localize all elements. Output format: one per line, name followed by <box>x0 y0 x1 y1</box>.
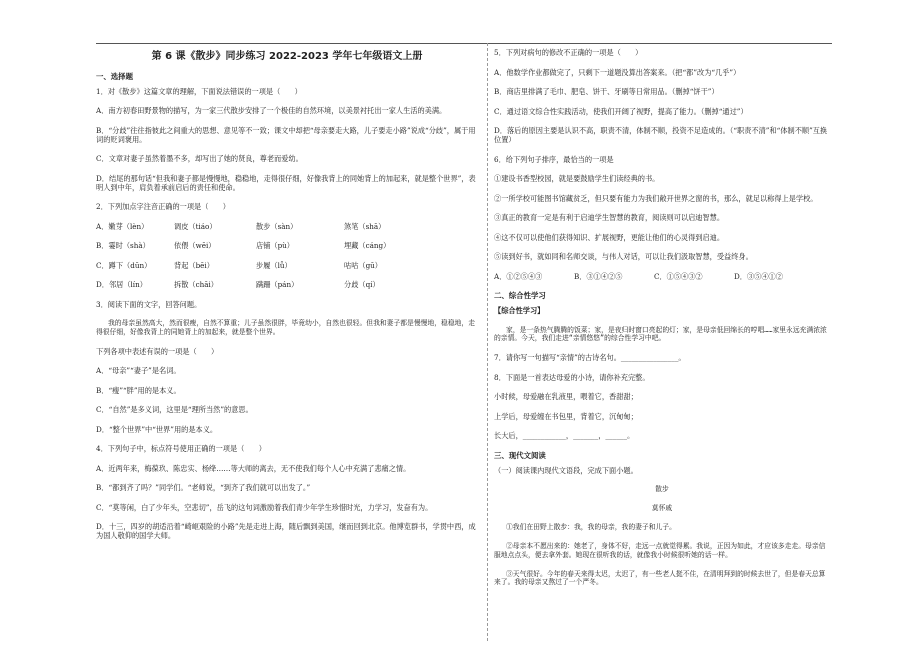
q2-b-4: 埋藏（cáng） <box>344 241 391 251</box>
q2-b-2: 依偎（wēi） <box>174 241 216 251</box>
reading-intro: （一）阅读课内现代文语段，完成下面小题。 <box>494 465 638 475</box>
q6-sentence-1: ①建设书香型校园，就是要鼓励学生们读经典的书。 <box>494 174 660 183</box>
essay-para-1: ①我们在田野上散步：我，我的母亲，我的妻子和儿子。 <box>506 523 676 532</box>
q3-option-c: C．“自然”是多义词，这里是“理所当然”的意思。 <box>96 405 253 415</box>
essay-author: 莫怀戚 <box>651 504 673 513</box>
q2-a-3: 散步（sàn） <box>256 221 298 231</box>
q6-sentence-5: ⑤读到好书，就如同和名师交谈，与伟人对话，可以让我们汲取智慧，受益终身。 <box>494 252 753 261</box>
q2-a-2: 调皮（tiáo） <box>174 221 217 231</box>
q3-option-b: B．“瘦”“胖”用的是本义。 <box>96 385 181 395</box>
q7-stem: 7．请你写一句描写“亲情”的古诗名句。________________。 <box>494 353 686 363</box>
q6-sentence-3: ③真正的教育一定是有利于启迪学生智慧的教育，阅读则可以启迪智慧。 <box>494 213 725 222</box>
q6-option-b: B．③①④②⑤ <box>574 271 623 281</box>
q5-option-b: B．商店里排满了毛巾、肥皂、饼干、牙刷等日常用品。（删掉“饼干”） <box>494 87 719 96</box>
section-reading: 三、现代文阅读 <box>494 450 546 460</box>
essay-para-2: ②母亲本不愿出来的：她老了，身体不好，走远一点就觉得累。我说，正因为如此，才应该多走走。母亲信服地点点头，便去拿外套。她现在很听我的话，就像我小时候很听她的话一样。 <box>494 542 826 559</box>
top-rule <box>96 43 832 44</box>
q5-option-d: D．落后的原因主要是认识不高，职责不清，体制不顺，投资不足造成的。（“职责不清”和“体制不顺”互换位置） <box>494 126 828 144</box>
q2-row-a <box>96 222 478 231</box>
q6-option-c: C．①⑤④③② <box>654 271 703 281</box>
right-column <box>494 48 830 597</box>
q6-option-d: D．③⑤④①② <box>734 271 783 281</box>
q5-stem: 5．下列对病句的修改不正确的一项是（ ） <box>494 48 643 57</box>
poem-line-3: 长大后，____________，_______，______。 <box>494 431 635 441</box>
q2-b-1: B．霎时（shà） <box>96 241 150 251</box>
q2-d-3: 蹒跚（pán） <box>256 280 299 290</box>
page-title: 第 6 课《散步》同步练习 2022-2023 学年七年级语文上册 <box>151 51 423 62</box>
comp-passage: 家，是一条热气腾腾的饭菜；家，是夜归时窗口亮起的灯；家，是母亲低回绵长的哼唱……家里永远充满浓浓的亲情。今天，我们走进“亲情悠悠”的综合性学习中吧。 <box>494 325 827 343</box>
q4-option-c: C．“莫等闲，白了少年头，空悲切”，岳飞的这句词激励着我们青少年学生珍惜时光，力学习，发奋有为。 <box>96 502 433 512</box>
column-divider <box>487 43 488 641</box>
q2-row-c <box>96 261 478 270</box>
q2-d-2: 拆散（chāi） <box>174 280 218 290</box>
q2-row-d <box>96 280 478 289</box>
q1-option-a: A．南方初春田野景物的描写，为一家三代散步安排了一个极佳的自然环境，以美景衬托出一家人生活的美满。 <box>96 106 447 116</box>
q1-option-b: B．“分歧”往往指彼此之间重大的思想、意见等不一致；课文中却把“母亲要走大路，儿子要走小路”说成“分歧”，属于用词的贬词褒用。 <box>96 125 476 144</box>
q2-d-1: D．邻居（lín） <box>96 280 147 290</box>
q5-option-a: A．他数学作业都做完了，只剩下一道题没算出答案来。（把“都”改为“几乎”） <box>494 67 741 77</box>
q2-b-3: 店铺（pù） <box>256 241 294 251</box>
q2-d-4: 分歧（qí） <box>344 280 380 290</box>
section-comprehensive: 二、综合性学习 <box>494 291 546 300</box>
q3-option-d: D．“整个世界”中“世界”用的是本义。 <box>96 424 218 434</box>
q4-option-b: B．“都到齐了吗？”同学们。“老师说，“到齐了我们就可以出发了。” <box>96 483 311 493</box>
essay-para-3: ③天气很好。今年的春天来得太迟，太迟了，有一些老人挺不住，在清明拜到的时候去世了，但是春天总算来了。我的母亲又熬过了一个严冬。 <box>494 569 826 587</box>
comp-heading: 【综合性学习】 <box>494 306 545 316</box>
q3-passage: 我的母亲虽然高大，然而很瘦，自然不算重；儿子虽然很胖，毕竟幼小，自然也很轻。但我和妻子都是慢慢地，稳稳地，走得很仔细，好像我背上的同她背上的加起来，就是整个世界。 <box>96 319 476 336</box>
q3-ask: 下列各项中表述有误的一项是（ ） <box>96 346 219 356</box>
q6-sentence-2: ②一所学校可能图书馆藏贫乏，但只要有能力为我们敞开世界之窗的书，那么，就足以称得上是学校。 <box>494 193 818 203</box>
q5-option-c: C．通过语文综合性实践活动，使我们开阔了视野，提高了能力。（删掉“通过”） <box>494 106 748 116</box>
q3-stem: 3．阅读下面的文字，回答问题。 <box>96 299 202 309</box>
poem-line-2: 上学后，母爱缠在书包里，背着它，沉甸甸； <box>494 411 638 421</box>
q2-a-1: A．嫩芽（lèn） <box>96 221 149 231</box>
q2-c-3: 步履（lǚ） <box>256 260 292 270</box>
q2-c-4: 咕咕（gū） <box>344 260 382 270</box>
q2-stem: 2．下列加点字注音正确的一项是（ ） <box>96 202 230 212</box>
q4-stem: 4．下列句子中，标点符号使用正确的一项是（ ） <box>96 444 266 454</box>
q2-c-1: C．蹲下（dūn） <box>96 260 152 270</box>
q4-option-d: D．十三，四岁的胡适沿着“崎岖艰险的小路”先是走进上海，随后飘到美国，继而回到北京。他博览群书，学贯中西，成为国人敬仰的国学大师。 <box>96 522 476 541</box>
q1-option-d: D．结尾的那句话“但我和妻子都是慢慢地，稳稳地，走得很仔细，好像我背上的同她背上的加起来，就是整个世界”，表明人到中年，肩负着承前启后的责任和使命。 <box>96 173 476 192</box>
q1-stem: 1．对《散步》这篇文章的理解，下面说法错误的一项是（ ） <box>96 86 302 96</box>
q2-a-4: 煞笔（shā） <box>344 221 386 231</box>
q8-stem: 8．下面是一首表达母爱的小诗，请你补充完整。 <box>494 372 650 382</box>
poem-line-1: 小时候，母爱融在乳液里，喂着它，香甜甜； <box>494 392 638 402</box>
q6-option-a: A．①②⑤④③ <box>494 271 543 281</box>
q3-option-a: A．“母亲”“妻子”是名词。 <box>96 366 181 376</box>
q2-c-2: 背起（bēi） <box>174 260 214 270</box>
q1-option-c: C．文章对妻子虽然着墨不多，却写出了她的贤良，尊老而爱幼。 <box>96 154 303 164</box>
q6-options <box>494 272 830 281</box>
q2-row-b <box>96 241 478 250</box>
q4-option-a: A．近两年来，梅葆玖、陈忠实、杨绛……等大师的离去，无不使我们每个人心中充满了悲痛之情。 <box>96 463 411 473</box>
q6-sentence-4: ④这不仅可以使他们获得知识、扩展视野，更能让他们的心灵得到启迪。 <box>494 232 725 242</box>
q6-stem: 6．给下列句子排序，最恰当的一项是 <box>494 154 614 164</box>
essay-title: 散步 <box>655 485 669 494</box>
left-column <box>96 48 478 551</box>
section-choice: 一、选择题 <box>96 71 133 81</box>
